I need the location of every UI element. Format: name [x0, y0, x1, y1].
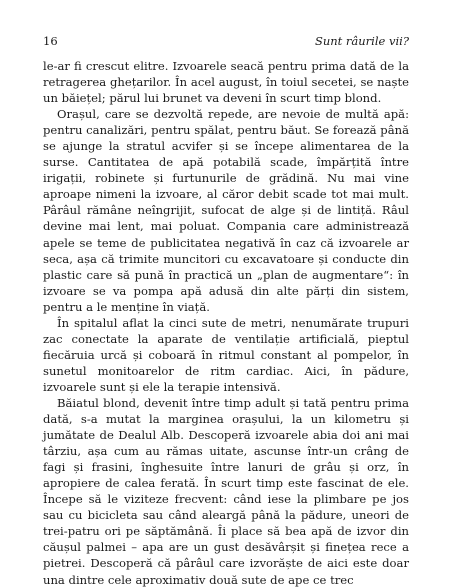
page-number: 16: [43, 34, 58, 48]
paragraph: În spitalul aflat la cinci sute de metri, nenumărate trupuri zac conectate la aparate de ventilație artificială, pieptul fiecăruia urcă și coboară în ritmul constant al pompelor, în sunetul monitoarelor de ritm cardiac. Aici, în pădure, izvoarele sunt și ele la terapie intensivă.: [43, 315, 409, 394]
paragraph: le-ar fi crescut elitre. Izvoarele seacă pentru prima dată de la retragerea ghețarilor. În acel august, în toiul secetei, se naște un băiețel; părul lui brunet va deveni în scurt timp blond.: [43, 59, 409, 106]
page-header: [43, 34, 409, 50]
body-text: [43, 58, 409, 588]
running-title: Sunt râurile vii?: [314, 34, 409, 48]
paragraph: Băiatul blond, devenit între timp adult și tată pentru prima dată, s-a mutat la marginea orașului, la un kilometru și jumătate de Dealul Alb. Descoperă izvoarele abia doi ani mai târziu, așa cum au rămas uitate, ascunse într-un crâng de fagi și frasini, înghesuite între lanuri de grâu și orz, în apropiere de calea ferată. În scurt timp este fascinat de ele. Începe să le viziteze frecvent: când iese la plimbare pe jos sau cu bicicleta sau când aleargă până la pădure, uneori de trei-patru ori pe săptămână. Îi place să bea apă de izvor din căușul palmei – apa are un gust desăvârșit și finețea rece a pietrei. Descoperă că pârâul care izvorăște de aici este doar una dintre cele aproximativ două sute de ape ce trec: [43, 395, 409, 587]
paragraph: Orașul, care se dezvoltă repede, are nevoie de multă apă: pentru canalizări, pentru spălat, pentru băut. Se forează până se ajunge la stratul acvifer și se începe alimentarea de la surse. Cantitatea de apă potabilă scade, împărțită între irigații, robinete și furtunurile de grădină. Nu mai vine aproape nimeni la izvoare, al căror debit scade tot mai mult. Pârâul rămâne neîngrijit, sufocat de alge și de lintiță. Râul devine mai lent, mai poluat. Compania care administrează apele se teme de publicitatea negativă în caz că izvoarele ar seca, așa că trimite muncitori cu excavatoare și conducte din plastic care să pună în practică un „plan de augmentare“: în izvoare se va pompa apă adusă din alte părți din sistem, pentru a le menține în viață.: [43, 107, 409, 314]
